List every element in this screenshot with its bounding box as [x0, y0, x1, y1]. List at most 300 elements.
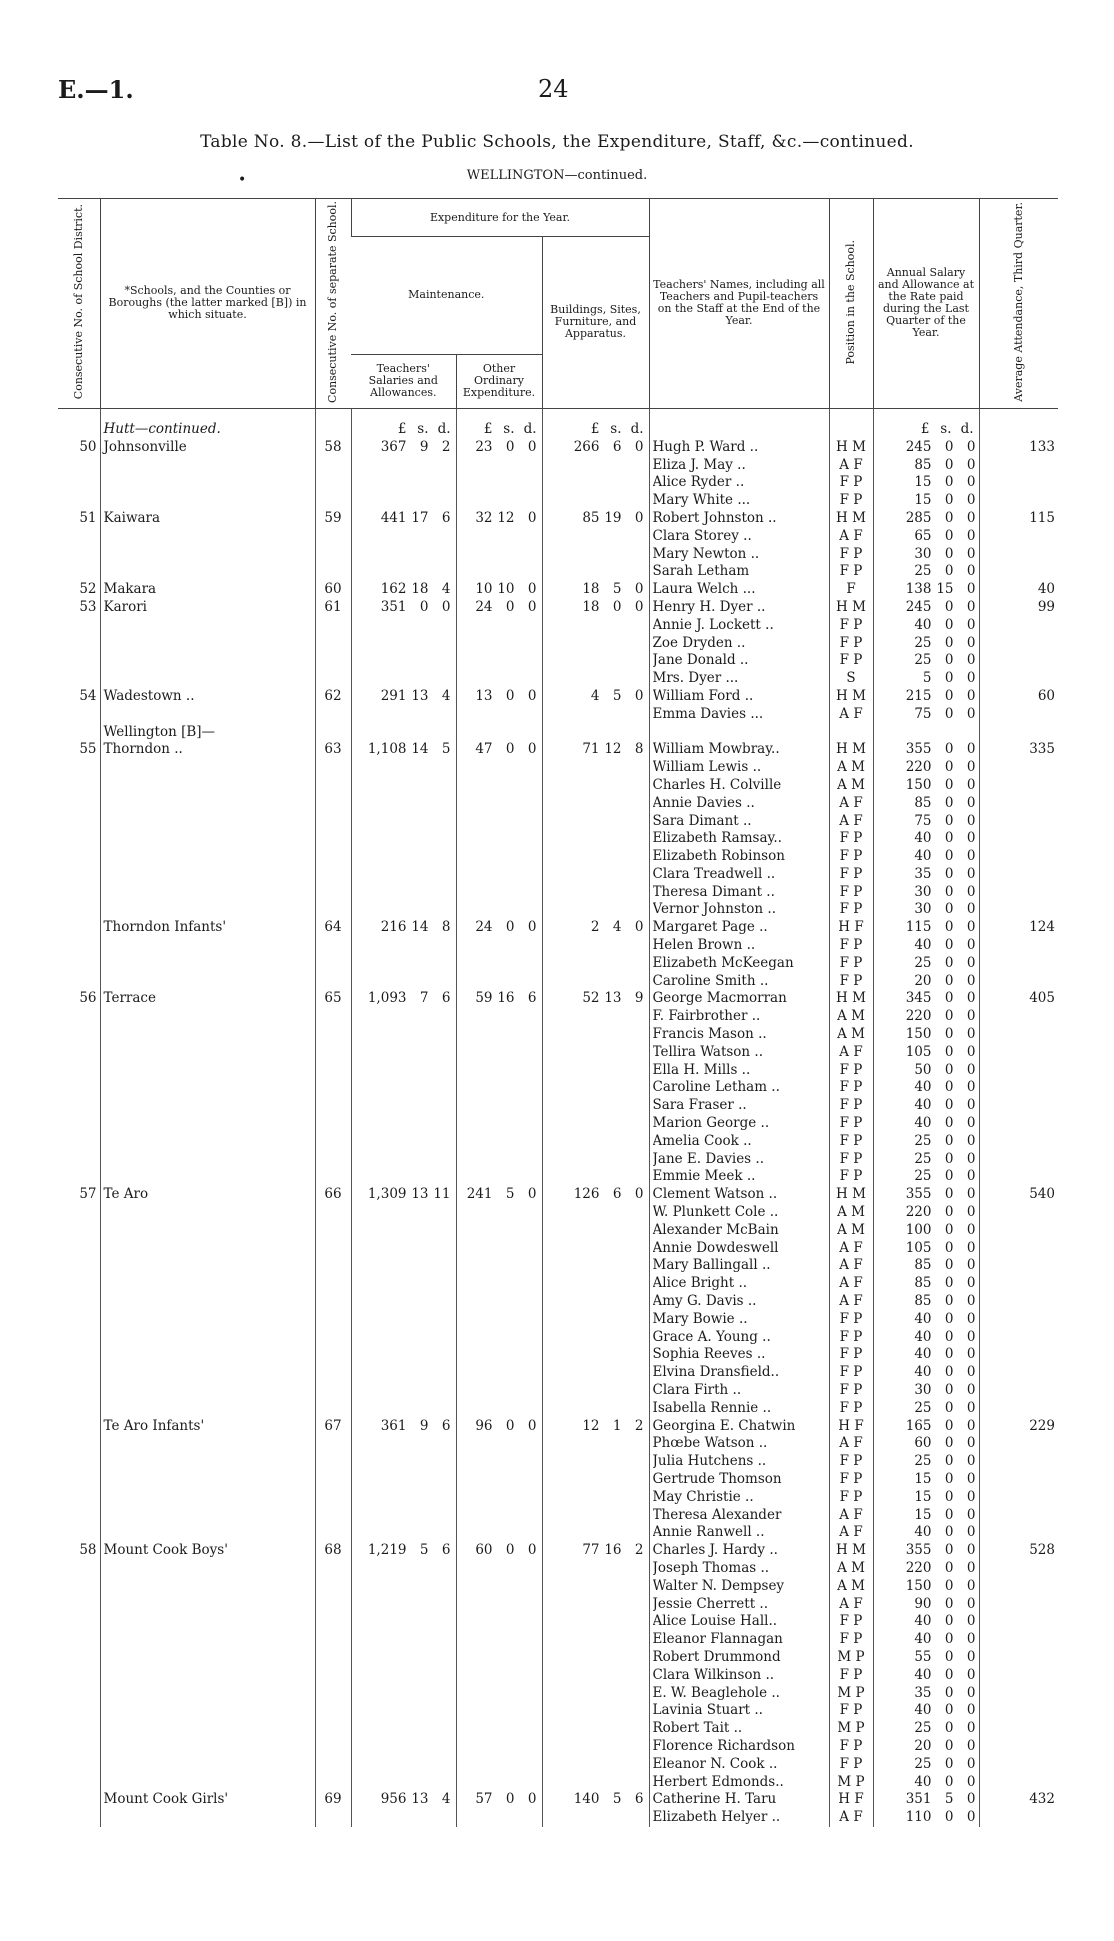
teacher-name: Florence Richardson: [652, 1737, 795, 1754]
average-attendance: 60: [979, 688, 1058, 724]
teacher-name: Georgina E. Chatwin: [652, 1417, 796, 1434]
teacher-salary: 40 0 0: [914, 1328, 976, 1345]
teacher-name: Charles J. Hardy ..: [652, 1542, 778, 1559]
teacher-name: Sara Fraser ..: [652, 1097, 747, 1114]
teacher-salary: 15 0 0: [914, 492, 976, 509]
position-list: [833, 1791, 870, 1827]
teacher-salary: 165 0 0: [905, 1417, 976, 1434]
teacher-position: A F: [839, 527, 863, 544]
teacher-position: F P: [839, 652, 863, 669]
school-number: 58: [315, 439, 351, 510]
teacher-position: A M: [837, 759, 865, 776]
currency-units-buildings: £ s. d.: [590, 420, 644, 437]
teacher-name: Zoe Dryden ..: [652, 634, 746, 651]
teacher-position: A F: [839, 1257, 863, 1274]
teacher-salary: 55 0 0: [914, 1648, 976, 1665]
teacher-position: F P: [839, 1328, 863, 1345]
teacher-position: A F: [839, 705, 863, 722]
teacher-position: A F: [839, 1524, 863, 1541]
teacher-salary: 85 0 0: [914, 1293, 976, 1310]
teacher-position: F P: [839, 1132, 863, 1149]
teacher-name: Emmie Meek ..: [652, 1168, 756, 1185]
average-attendance: 124: [979, 919, 1058, 990]
teacher-salary: 15 0 0: [914, 1470, 976, 1487]
teacher-position: A F: [839, 1809, 863, 1826]
school-row: [58, 688, 1058, 724]
teacher-position: A M: [837, 1008, 865, 1025]
average-attendance: 40: [979, 581, 1058, 599]
teacher-salary: 150 0 0: [905, 776, 976, 793]
school-name: Te Aro Infants': [103, 1417, 205, 1434]
school-name: Thorndon ..: [103, 741, 183, 758]
teacher-list: [653, 439, 826, 510]
teacher-salary: 85 0 0: [914, 1275, 976, 1292]
teacher-position: F P: [839, 830, 863, 847]
teacher-salary: 40 0 0: [914, 1346, 976, 1363]
teacher-position: A F: [839, 794, 863, 811]
position-list: [833, 599, 870, 688]
average-attendance: 99: [979, 599, 1058, 688]
teacher-position: F P: [839, 1470, 863, 1487]
district-number: 52: [79, 581, 97, 598]
teacher-name: W. Plunkett Cole ..: [652, 1204, 779, 1221]
currency-units-other: £ s. d.: [483, 420, 537, 437]
currency-row: [58, 421, 1058, 439]
district-number: [58, 1791, 100, 1827]
teacher-name: Mary Newton ..: [652, 545, 760, 562]
teacher-name: Alexander McBain: [652, 1221, 779, 1238]
teacher-salary: 40 0 0: [914, 1115, 976, 1132]
col-teachers: Teachers' Names, including all Teachers and Pupil-teachers on the Staff at the End of the Year.: [649, 199, 829, 409]
position-list: [833, 439, 870, 510]
teacher-salary: 15 0 0: [914, 1506, 976, 1523]
teacher-list: [653, 1542, 826, 1791]
teacher-name: Annie Davies ..: [652, 794, 755, 811]
salary-list: [877, 990, 976, 1186]
salaries-amount: 367 9 2: [380, 438, 451, 455]
teacher-name: Eleanor Flannagan: [652, 1631, 783, 1648]
teacher-position: H M: [836, 990, 866, 1007]
teacher-position: H F: [838, 1417, 864, 1434]
teacher-salary: 5 0 0: [922, 670, 976, 687]
buildings-amount: 140 5 6: [573, 1791, 644, 1808]
district-number: 57: [79, 1186, 97, 1203]
salary-list: [877, 1186, 976, 1417]
col-buildings: Buildings, Sites, Furniture, and Apparatus.: [542, 237, 649, 409]
teacher-name: Helen Brown ..: [652, 937, 756, 954]
school-row: [58, 919, 1058, 990]
teacher-salary: 15 0 0: [914, 474, 976, 491]
teacher-position: A M: [837, 1577, 865, 1594]
district-number: [58, 1418, 100, 1543]
school-number: 69: [315, 1791, 351, 1827]
teacher-salary: 85 0 0: [914, 794, 976, 811]
teacher-name: Mary Bowie ..: [652, 1310, 748, 1327]
school-number: 68: [315, 1542, 351, 1791]
teacher-salary: 100 0 0: [905, 1221, 976, 1238]
teacher-position: F P: [839, 492, 863, 509]
teacher-name: Emma Davies ...: [652, 705, 764, 722]
teacher-name: Alice Louise Hall..: [652, 1613, 778, 1630]
teacher-salary: 40 0 0: [914, 616, 976, 633]
teacher-position: F P: [839, 1346, 863, 1363]
teacher-position: F P: [839, 1150, 863, 1167]
teacher-position: F P: [839, 1115, 863, 1132]
buildings-amount: 52 13 9: [582, 990, 644, 1007]
salary-list: [877, 1791, 976, 1827]
col-school: *Schools, and the Counties or Boroughs (the latter marked [B]) in which situate.: [100, 199, 315, 409]
position-list: [833, 1418, 870, 1543]
teacher-salary: 30 0 0: [914, 545, 976, 562]
teacher-name: Jane Donald ..: [652, 652, 749, 669]
teacher-salary: 285 0 0: [905, 509, 976, 526]
teacher-salary: 85 0 0: [914, 1257, 976, 1274]
teacher-position: H M: [836, 1542, 866, 1559]
teacher-position: F P: [839, 954, 863, 971]
teacher-name: May Christie ..: [652, 1488, 754, 1505]
teacher-name: Marion George ..: [652, 1115, 770, 1132]
teacher-name: Robert Drummond: [652, 1648, 781, 1665]
teacher-position: A F: [839, 1293, 863, 1310]
buildings-amount: 126 6 0: [573, 1186, 644, 1203]
teacher-name: Isabella Rennie ..: [652, 1399, 772, 1416]
teacher-salary: 75 0 0: [914, 705, 976, 722]
buildings-amount: 4 5 0: [590, 687, 644, 704]
teacher-name: Lavinia Stuart ..: [652, 1702, 763, 1719]
teacher-salary: 25 0 0: [914, 563, 976, 580]
teacher-salary: 40 0 0: [914, 1310, 976, 1327]
buildings-amount: 266 6 0: [573, 438, 644, 455]
col-district: Consecutive No. of School District.: [58, 199, 100, 409]
teacher-salary: 355 0 0: [905, 741, 976, 758]
teacher-list: [653, 990, 826, 1186]
school-name: Kaiwara: [103, 509, 161, 526]
teacher-salary: 25 0 0: [914, 1150, 976, 1167]
teacher-name: Alice Ryder ..: [652, 474, 745, 491]
school-row: [58, 990, 1058, 1186]
teacher-salary: 25 0 0: [914, 634, 976, 651]
teacher-position: F P: [839, 1488, 863, 1505]
teacher-salary: 40 0 0: [914, 1631, 976, 1648]
school-name: Terrace: [103, 990, 156, 1007]
teacher-position: A F: [839, 1506, 863, 1523]
teacher-position: F P: [839, 1613, 863, 1630]
district-number: 56: [79, 990, 97, 1007]
salaries-amount: 1,219 5 6: [367, 1542, 451, 1559]
other-expenditure-amount: 24 0 0: [475, 919, 537, 936]
teacher-name: Charles H. Colville: [652, 776, 782, 793]
average-attendance: 115: [979, 510, 1058, 581]
teacher-name: Francis Mason ..: [652, 1026, 767, 1043]
teacher-salary: 220 0 0: [905, 1008, 976, 1025]
table-title: Table No. 8.—List of the Public Schools, the Expenditure, Staff, &c.—continued.: [200, 132, 914, 152]
teacher-salary: 220 0 0: [905, 759, 976, 776]
page-number: 24: [538, 75, 569, 103]
school-name: Mount Cook Girls': [103, 1791, 229, 1808]
buildings-amount: 18 0 0: [582, 598, 644, 615]
teacher-salary: 25 0 0: [914, 1453, 976, 1470]
teacher-name: Clara Firth ..: [652, 1382, 742, 1398]
teacher-salary: 20 0 0: [914, 1737, 976, 1754]
teacher-list: [653, 581, 826, 599]
position-list: [833, 919, 870, 990]
teacher-position: A M: [837, 1221, 865, 1238]
average-attendance: 133: [979, 439, 1058, 510]
teacher-position: F P: [839, 937, 863, 954]
teacher-salary: 25 0 0: [914, 1132, 976, 1149]
teacher-salary: 35 0 0: [914, 1684, 976, 1701]
col-position: Position in the School.: [829, 199, 873, 409]
average-attendance: 405: [979, 990, 1058, 1186]
schools-table: [58, 198, 1058, 1827]
position-list: [833, 510, 870, 581]
teacher-name: Phœbe Watson ..: [652, 1435, 768, 1452]
teacher-salary: 20 0 0: [914, 972, 976, 989]
district-number: 54: [79, 687, 97, 704]
teacher-salary: 40 0 0: [914, 1524, 976, 1541]
salary-list: [877, 439, 976, 510]
teacher-name: Caroline Letham ..: [652, 1079, 780, 1096]
teacher-list: [653, 1186, 826, 1417]
teacher-salary: 30 0 0: [914, 901, 976, 918]
teacher-position: A M: [837, 776, 865, 793]
teacher-name: Tellira Watson ..: [652, 1043, 763, 1060]
teacher-salary: 15 0 0: [914, 1488, 976, 1505]
teacher-position: F P: [839, 1364, 863, 1381]
teacher-position: F P: [839, 1702, 863, 1719]
teacher-name: Joseph Thomas ..: [652, 1559, 770, 1576]
school-number: 64: [315, 919, 351, 990]
teacher-name: Theresa Dimant ..: [652, 883, 775, 900]
table-subtitle: WELLINGTON—continued.: [466, 168, 648, 183]
teacher-salary: 220 0 0: [905, 1559, 976, 1576]
salary-list: [877, 581, 976, 599]
salaries-amount: 162 18 4: [380, 581, 451, 598]
teacher-position: F P: [839, 563, 863, 580]
teacher-salary: 355 0 0: [905, 1186, 976, 1203]
salaries-amount: 956 13 4: [380, 1791, 451, 1808]
teacher-name: Herbert Edmonds..: [652, 1773, 784, 1790]
teacher-name: Eliza J. May ..: [652, 456, 746, 473]
teacher-salary: 25 0 0: [914, 1720, 976, 1737]
salaries-amount: 1,309 13 11: [367, 1186, 451, 1203]
teacher-name: Catherine H. Taru: [652, 1791, 777, 1808]
teacher-name: Clement Watson ..: [652, 1186, 778, 1203]
teacher-position: A F: [839, 1595, 863, 1612]
teacher-salary: 245 0 0: [905, 598, 976, 615]
school-number: 63: [315, 741, 351, 919]
teacher-position: F P: [839, 1168, 863, 1185]
school-number: 66: [315, 1186, 351, 1417]
other-expenditure-amount: 32 12 0: [475, 509, 537, 526]
teacher-name: Caroline Smith ..: [652, 972, 769, 989]
teacher-name: Sarah Letham: [652, 563, 750, 580]
teacher-position: F P: [839, 634, 863, 651]
other-expenditure-amount: 10 10 0: [475, 581, 537, 598]
teacher-salary: 85 0 0: [914, 456, 976, 473]
average-attendance: 528: [979, 1542, 1058, 1791]
teacher-name: Robert Johnston ..: [652, 509, 777, 526]
buildings-amount: 77 16 2: [582, 1542, 644, 1559]
teacher-position: F P: [839, 1061, 863, 1078]
teacher-position: A M: [837, 1026, 865, 1043]
other-expenditure-amount: 13 0 0: [475, 687, 537, 704]
school-name: Johnsonville: [103, 438, 187, 455]
col-attendance: Average Attendance, Third Quarter.: [979, 199, 1058, 409]
teacher-name: Henry H. Dyer ..: [652, 598, 766, 615]
teacher-position: H M: [836, 741, 866, 758]
school-row: [58, 510, 1058, 581]
col-school-no: Consecutive No. of separate School.: [315, 199, 351, 409]
teacher-position: F P: [839, 883, 863, 900]
teacher-salary: 150 0 0: [905, 1026, 976, 1043]
teacher-salary: 40 0 0: [914, 1702, 976, 1719]
school-name: Wadestown ..: [103, 687, 195, 704]
salaries-amount: 1,093 7 6: [367, 990, 451, 1007]
teacher-name: Theresa Alexander: [652, 1506, 782, 1523]
teacher-salary: 40 0 0: [914, 1097, 976, 1114]
position-list: [833, 688, 870, 724]
teacher-name: George Macmorran: [652, 990, 787, 1007]
other-expenditure-amount: 57 0 0: [475, 1791, 537, 1808]
teacher-position: F P: [839, 848, 863, 865]
district-number: [58, 919, 100, 990]
teacher-salary: 50 0 0: [914, 1061, 976, 1078]
salaries-amount: 216 14 8: [380, 919, 451, 936]
salary-list: [877, 1542, 976, 1791]
teacher-salary: 355 0 0: [905, 1542, 976, 1559]
position-list: [833, 1542, 870, 1791]
teacher-name: Eleanor N. Cook ..: [652, 1755, 778, 1772]
teacher-position: F P: [839, 972, 863, 989]
stray-mark: •: [238, 172, 247, 188]
teacher-salary: 30 0 0: [914, 1382, 976, 1398]
position-list: [833, 741, 870, 919]
teacher-position: F P: [839, 1097, 863, 1114]
teacher-list: [653, 1418, 826, 1543]
school-name: Makara: [103, 581, 157, 598]
school-number: 65: [315, 990, 351, 1186]
teacher-name: Sara Dimant ..: [652, 812, 752, 829]
district-number: 50: [79, 438, 97, 455]
teacher-position: H F: [838, 919, 864, 936]
teacher-salary: 40 0 0: [914, 1773, 976, 1790]
currency-units-salaries: £ s. d.: [397, 420, 451, 437]
teacher-list: [653, 919, 826, 990]
teacher-name: Elizabeth Robinson: [652, 848, 785, 865]
salaries-amount: 441 17 6: [380, 509, 451, 526]
col-expenditure: Expenditure for the Year.: [351, 199, 649, 237]
salary-list: [877, 741, 976, 919]
teacher-position: A F: [839, 456, 863, 473]
teacher-position: M P: [837, 1684, 865, 1701]
school-number: 62: [315, 688, 351, 724]
teacher-name: Margaret Page ..: [652, 919, 768, 936]
teacher-name: Robert Tait ..: [652, 1720, 743, 1737]
teacher-salary: 138 15 0: [905, 581, 976, 598]
teacher-name: Clara Treadwell ..: [652, 865, 776, 882]
school-number: 61: [315, 599, 351, 688]
report-code: E.—1.: [58, 75, 134, 104]
col-maintenance: Maintenance.: [351, 237, 542, 355]
teacher-salary: 215 0 0: [905, 687, 976, 704]
teacher-name: Annie J. Lockett ..: [652, 616, 774, 633]
teacher-salary: 220 0 0: [905, 1204, 976, 1221]
teacher-name: Clara Wilkinson ..: [652, 1666, 775, 1683]
district-number: 53: [79, 598, 97, 615]
school-row: [58, 581, 1058, 599]
school-name: Thorndon Infants': [103, 919, 227, 936]
teacher-salary: 115 0 0: [905, 919, 976, 936]
teacher-name: Mary White ...: [652, 492, 751, 509]
teacher-position: F P: [839, 545, 863, 562]
teacher-position: F P: [839, 1382, 863, 1398]
school-row: [58, 741, 1058, 919]
group-row-wellington: [58, 724, 1058, 742]
school-number: 67: [315, 1418, 351, 1543]
teacher-position: F P: [839, 865, 863, 882]
buildings-amount: 71 12 8: [582, 741, 644, 758]
teacher-name: Walter N. Dempsey: [652, 1577, 785, 1594]
teacher-position: M P: [837, 1720, 865, 1737]
teacher-salary: 60 0 0: [914, 1435, 976, 1452]
col-annual-salary: Annual Salary and Allowance at the Rate paid during the Last Quarter of the Year.: [873, 199, 979, 409]
other-expenditure-amount: 24 0 0: [475, 598, 537, 615]
teacher-salary: 40 0 0: [914, 1666, 976, 1683]
salaries-amount: 351 0 0: [380, 598, 451, 615]
teacher-position: F P: [839, 474, 863, 491]
teacher-position: F P: [839, 901, 863, 918]
teacher-salary: 75 0 0: [914, 812, 976, 829]
teacher-name: Grace A. Young ..: [652, 1328, 771, 1345]
col-other: Other Ordinary Expenditure.: [456, 354, 542, 408]
school-row: [58, 1542, 1058, 1791]
teacher-name: Vernor Johnston ..: [652, 901, 776, 918]
teacher-position: F P: [839, 1755, 863, 1772]
teacher-list: [653, 741, 826, 919]
teacher-position: F P: [839, 1453, 863, 1470]
school-number: 59: [315, 510, 351, 581]
teacher-salary: 40 0 0: [914, 848, 976, 865]
teacher-name: Jane E. Davies ..: [652, 1150, 764, 1167]
teacher-position: A F: [839, 1043, 863, 1060]
teacher-position: A F: [839, 1435, 863, 1452]
other-expenditure-amount: 60 0 0: [475, 1542, 537, 1559]
teacher-salary: 65 0 0: [914, 527, 976, 544]
buildings-amount: 18 5 0: [582, 581, 644, 598]
teacher-name: Annie Dowdeswell: [652, 1239, 779, 1256]
teacher-name: William Lewis ..: [652, 759, 762, 776]
teacher-position: A F: [839, 1239, 863, 1256]
teacher-name: Elizabeth Helyer ..: [652, 1809, 781, 1826]
teacher-name: Annie Ranwell ..: [652, 1524, 765, 1541]
salary-list: [877, 919, 976, 990]
teacher-position: F P: [839, 1310, 863, 1327]
teacher-salary: 30 0 0: [914, 883, 976, 900]
district-number: 51: [79, 509, 97, 526]
other-expenditure-amount: 96 0 0: [475, 1417, 537, 1434]
average-attendance: 229: [979, 1418, 1058, 1543]
teacher-salary: 345 0 0: [905, 990, 976, 1007]
position-list: [833, 581, 870, 599]
teacher-position: H M: [836, 598, 866, 615]
school-row: [58, 1418, 1058, 1543]
salary-list: [877, 510, 976, 581]
teacher-position: H M: [836, 687, 866, 704]
teacher-salary: 40 0 0: [914, 1079, 976, 1096]
teacher-list: [653, 599, 826, 688]
teacher-salary: 25 0 0: [914, 954, 976, 971]
